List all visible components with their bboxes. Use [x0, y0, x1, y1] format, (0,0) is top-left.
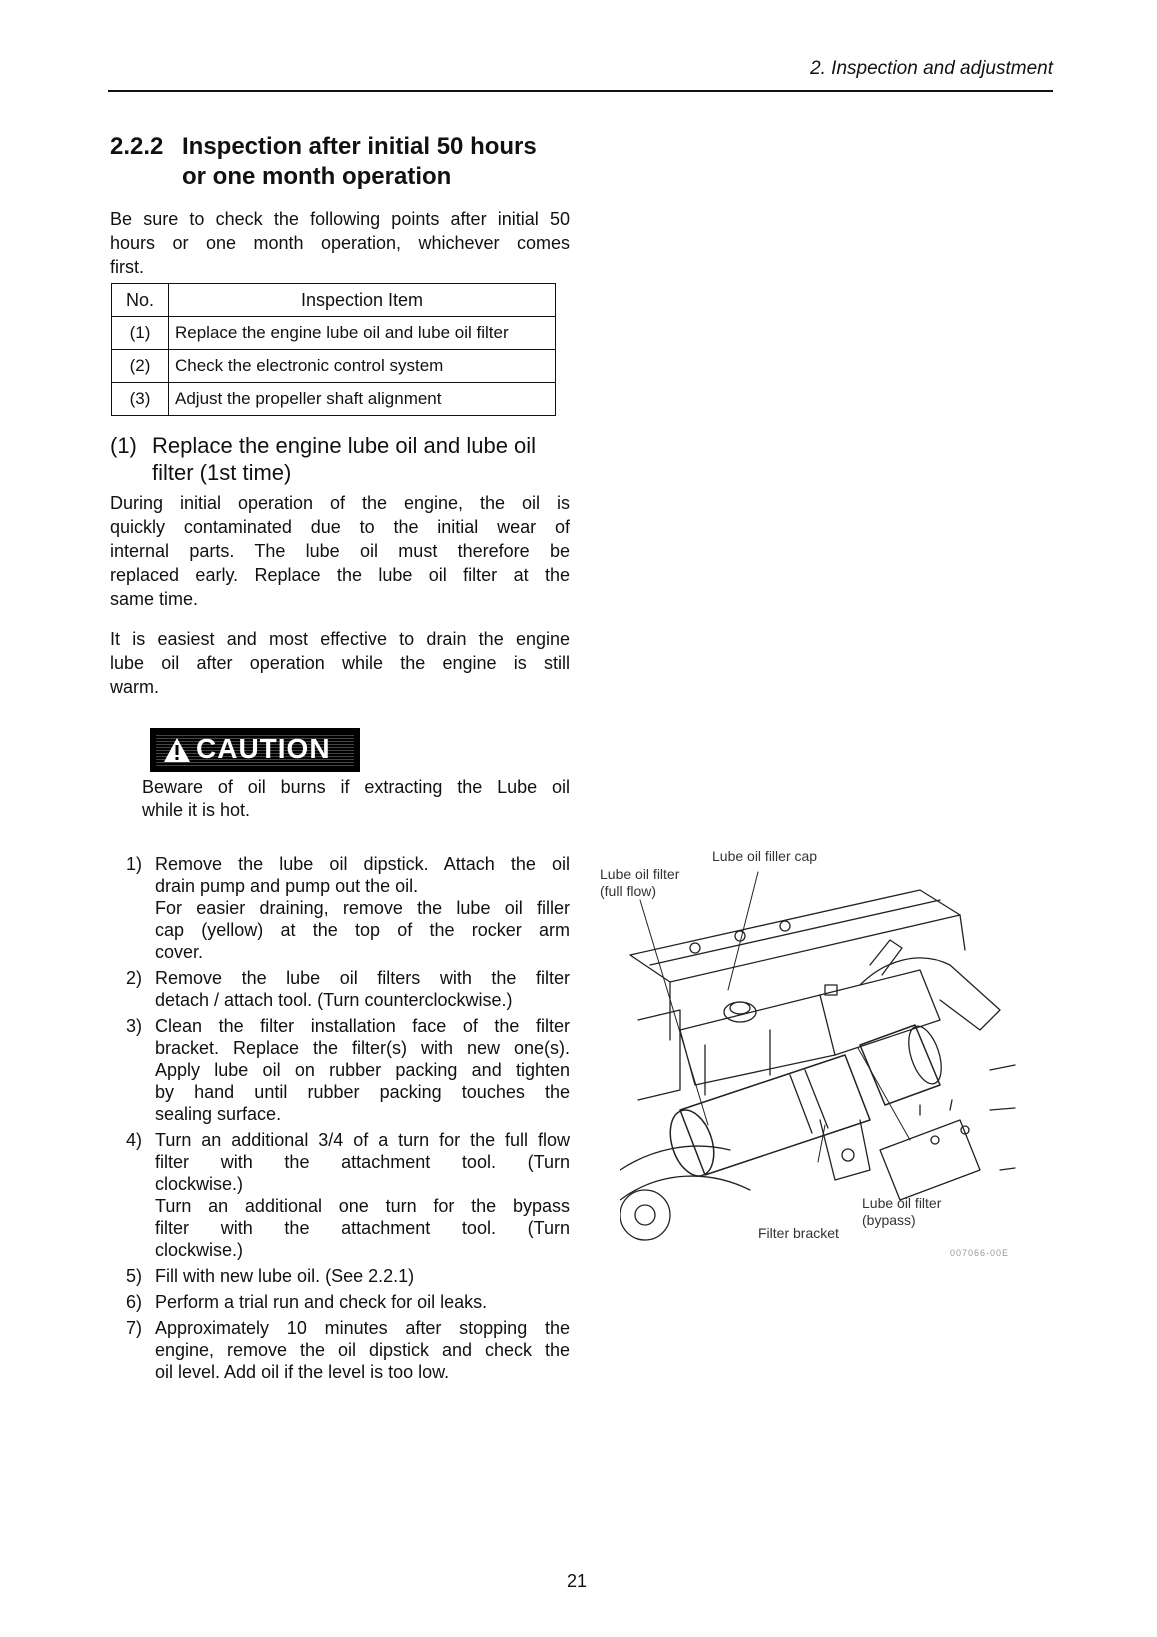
step-number: 7) — [126, 1318, 143, 1338]
step-line: sealing surface. — [155, 1104, 282, 1124]
section-number: 2.2.2 — [110, 133, 164, 160]
para-line: internal parts. The lube oil must therefore be — [110, 541, 570, 561]
para-line: During initial operation of the engine, the oil is — [110, 493, 570, 513]
label-filler-cap: Lube oil filler cap — [712, 848, 818, 864]
para-line: same time. — [110, 589, 199, 609]
row-item: Replace the engine lube oil and lube oil filter — [169, 317, 556, 350]
step-line: Turn an additional one turn for the bypass — [155, 1196, 570, 1216]
list-item — [118, 1291, 570, 1313]
subsection-title-line1: Replace the engine lube oil and lube oil — [152, 433, 537, 458]
label-line: Lube oil filter — [600, 866, 680, 882]
step-line: Approximately 10 minutes after stopping the — [155, 1318, 570, 1338]
label-bypass-filter — [862, 1195, 941, 1229]
intro-line: hours or one month operation, whichever comes — [110, 233, 570, 253]
column-header-item: Inspection Item — [169, 284, 556, 317]
table-row — [112, 317, 556, 350]
list-item — [118, 1129, 570, 1261]
label-line: (bypass) — [862, 1212, 916, 1228]
list-item — [118, 1015, 570, 1125]
intro-line: first. — [110, 257, 144, 277]
table-header-row — [112, 284, 556, 317]
row-number: (2) — [112, 350, 169, 383]
caution-badge — [150, 728, 360, 772]
caution-line: Beware of oil burns if extracting the Lube oil — [142, 777, 570, 797]
row-item: Check the electronic control system — [169, 350, 556, 383]
caution-text — [142, 776, 570, 822]
step-line: by hand until rubber packing touches the — [155, 1082, 570, 1102]
para-line: replaced early. Replace the lube oil filter at the — [110, 565, 570, 585]
step-number: 4) — [126, 1130, 143, 1150]
inspection-table — [111, 283, 556, 416]
warning-triangle-icon — [162, 736, 192, 764]
section-intro — [110, 207, 570, 279]
section-title-line2: or one month operation — [182, 163, 452, 190]
column-header-no: No. — [112, 284, 169, 317]
list-item — [118, 853, 570, 963]
label-full-flow-filter — [600, 866, 679, 900]
list-item — [118, 1265, 570, 1287]
step-line: Fill with new lube oil. (See 2.2.1) — [155, 1266, 415, 1286]
engine-illustration — [620, 870, 1020, 1270]
step-line: drain pump and pump out the oil. — [155, 876, 419, 896]
list-item — [118, 1317, 570, 1383]
running-header: 2. Inspection and adjustment — [810, 58, 1053, 79]
step-line: Remove the lube oil filters with the filter — [155, 968, 570, 988]
step-line: cap (yellow) at the top of the rocker arm — [155, 920, 570, 940]
table-row — [112, 350, 556, 383]
table-row — [112, 383, 556, 416]
step-line: filter with the attachment tool. (Turn — [155, 1152, 570, 1172]
step-number: 2) — [126, 968, 143, 988]
label-line: (full flow) — [600, 883, 657, 899]
step-number: 6) — [126, 1292, 143, 1312]
header-divider — [108, 90, 1053, 92]
step-line: Apply lube oil on rubber packing and tighten — [155, 1060, 570, 1080]
step-line: Perform a trial run and check for oil leaks. — [155, 1292, 488, 1312]
engine-oil-filter-figure — [600, 848, 1020, 1270]
step-number: 5) — [126, 1266, 143, 1286]
section-title — [110, 132, 537, 192]
step-line: Clean the filter installation face of the filter — [155, 1016, 570, 1036]
para-line: quickly contaminated due to the initial wear of — [110, 517, 570, 537]
step-line: cover. — [155, 942, 204, 962]
section-title-line1: Inspection after initial 50 hours — [182, 133, 537, 160]
para-line: lube oil after operation while the engine is still — [110, 653, 570, 673]
caution-line: while it is hot. — [142, 800, 251, 820]
row-number: (1) — [112, 317, 169, 350]
step-number: 1) — [126, 854, 143, 874]
step-number: 3) — [126, 1016, 143, 1036]
subsection-title — [110, 432, 580, 486]
subsection-number: (1) — [110, 433, 137, 458]
label-filter-bracket: Filter bracket — [758, 1225, 839, 1241]
subsection-title-line2: filter (1st time) — [152, 460, 292, 485]
step-line: bracket. Replace the filter(s) with new one(s). — [155, 1038, 570, 1058]
procedure-steps — [118, 853, 570, 1387]
row-item: Adjust the propeller shaft alignment — [169, 383, 556, 416]
step-line: Turn an additional 3/4 of a turn for the full flow — [155, 1130, 570, 1150]
step-line: Remove the lube oil dipstick. Attach the oil — [155, 854, 570, 874]
step-line: clockwise.) — [155, 1174, 244, 1194]
subsection-paragraph-2 — [110, 627, 570, 699]
label-line: Lube oil filter — [862, 1195, 942, 1211]
figure-code: 007066-00E — [950, 1248, 1010, 1258]
intro-line: Be sure to check the following points after initial 50 — [110, 209, 570, 229]
para-line: warm. — [110, 677, 159, 697]
caution-label: CAUTION — [196, 733, 331, 764]
step-line: detach / attach tool. (Turn counterclockwise.) — [155, 990, 513, 1010]
step-line: oil level. Add oil if the level is too low. — [155, 1362, 450, 1382]
list-item — [118, 967, 570, 1011]
page-number: 21 — [567, 1571, 588, 1591]
step-line: clockwise.) — [155, 1240, 244, 1260]
subsection-paragraph-1 — [110, 491, 570, 611]
row-number: (3) — [112, 383, 169, 416]
step-line: filter with the attachment tool. (Turn — [155, 1218, 570, 1238]
para-line: It is easiest and most effective to drain the engine — [110, 629, 570, 649]
step-line: For easier draining, remove the lube oil filler — [155, 898, 570, 918]
step-line: engine, remove the oil dipstick and check the — [155, 1340, 570, 1360]
